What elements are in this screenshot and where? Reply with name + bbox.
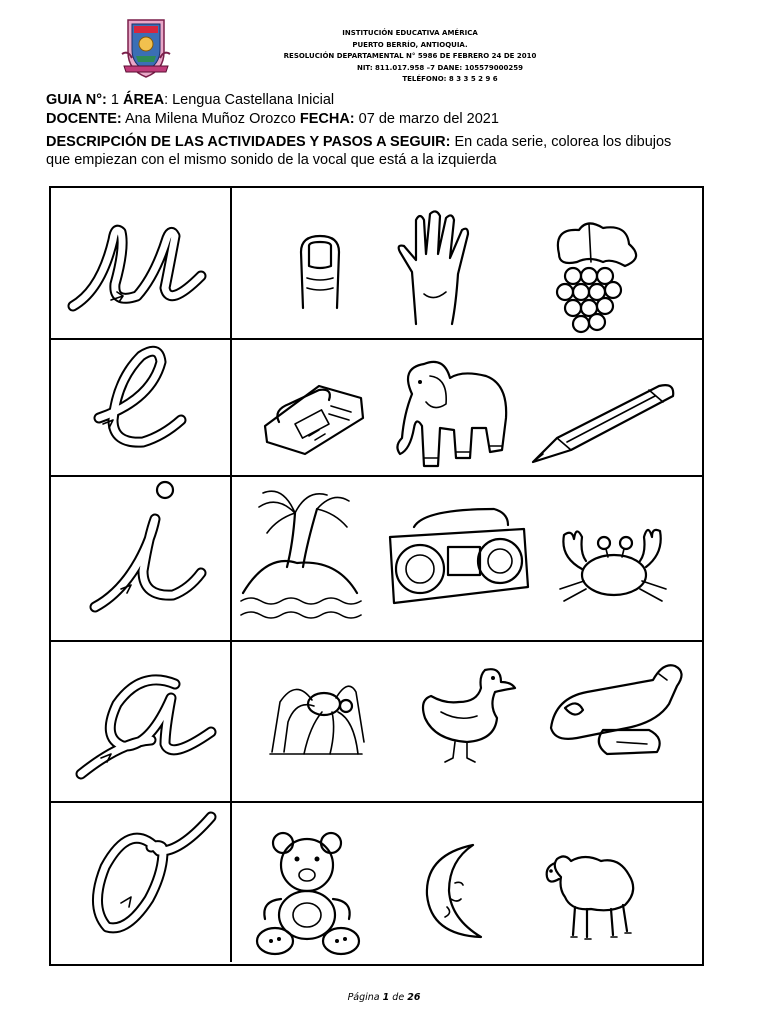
institution-name: INSTITUCIÓN EDUCATIVA AMÉRICA [342,29,478,37]
area-value: : Lengua Castellana Inicial [164,92,335,108]
cursive-letter-o [51,803,231,964]
institution-phone: TELÉFONO: 8 3 3 5 2 9 6 [402,75,498,83]
cursive-letter-i [51,477,231,642]
finger-picture [287,232,353,310]
worksheet-row-u [51,188,702,340]
sheep-picture [541,847,641,943]
area-label: ÁREA [122,92,165,108]
worksheet-row-e [51,340,702,477]
fecha-value: 07 de marzo del 2021 [354,111,499,127]
spider-picture [266,672,366,760]
radio-picture [384,507,532,607]
institution-nit: NIT: 811.017.958 –7 DANE: 105579000259 [356,63,524,72]
airplane-picture [547,658,689,772]
guide-line [46,91,334,109]
cursive-letter-e [51,340,231,477]
institution-resolution: RESOLUCIÓN DEPARTAMENTAL N° 5986 DE FEBRERO 24 DE 2010 [283,52,537,60]
elephant-picture [390,354,514,474]
duck-picture [415,666,521,766]
page-total: 26 [407,992,421,1003]
crab-picture [550,517,676,607]
docente-value: Ana Milena Muñoz Orozco [121,111,300,127]
vowel-worksheet-table [49,186,704,966]
cursive-letter-u [51,188,231,340]
institution-city: PUERTO BERRÍO, ANTIOQUIA. [352,40,468,49]
description-label: DESCRIPCIÓN DE LAS ACTIVIDADES Y PASOS A SEGUIR: [46,134,451,150]
guia-label: GUIA N°: [46,92,107,108]
moon-picture [415,841,495,941]
footer-prefix: Página [347,992,383,1003]
description-text: En cada serie, colorea los dibujos [450,134,672,150]
hand-picture [394,208,486,328]
page-number: 1 [382,992,390,1003]
fecha-label: FECHA: [299,111,355,127]
worksheet-row-i [51,477,702,642]
footer-middle: de [389,992,408,1003]
worksheet-row-a [51,642,702,803]
description-text-2: que empiezan con el mismo sonido de la vocal que está a la izquierda [46,152,497,168]
grapes-picture [529,218,649,338]
guia-value: 1 [106,92,123,108]
pencil-picture [529,376,681,466]
description-line-2 [46,151,497,169]
docente-label: DOCENTE: [46,111,122,127]
description-line [46,133,671,151]
teacher-line [46,110,499,128]
page-footer [0,992,768,1003]
cursive-letter-a [51,642,231,803]
bear-picture [251,829,365,957]
island-picture [237,483,365,633]
worksheet-row-o [51,803,702,964]
institution-header [150,28,670,86]
telephone-picture [259,376,367,458]
